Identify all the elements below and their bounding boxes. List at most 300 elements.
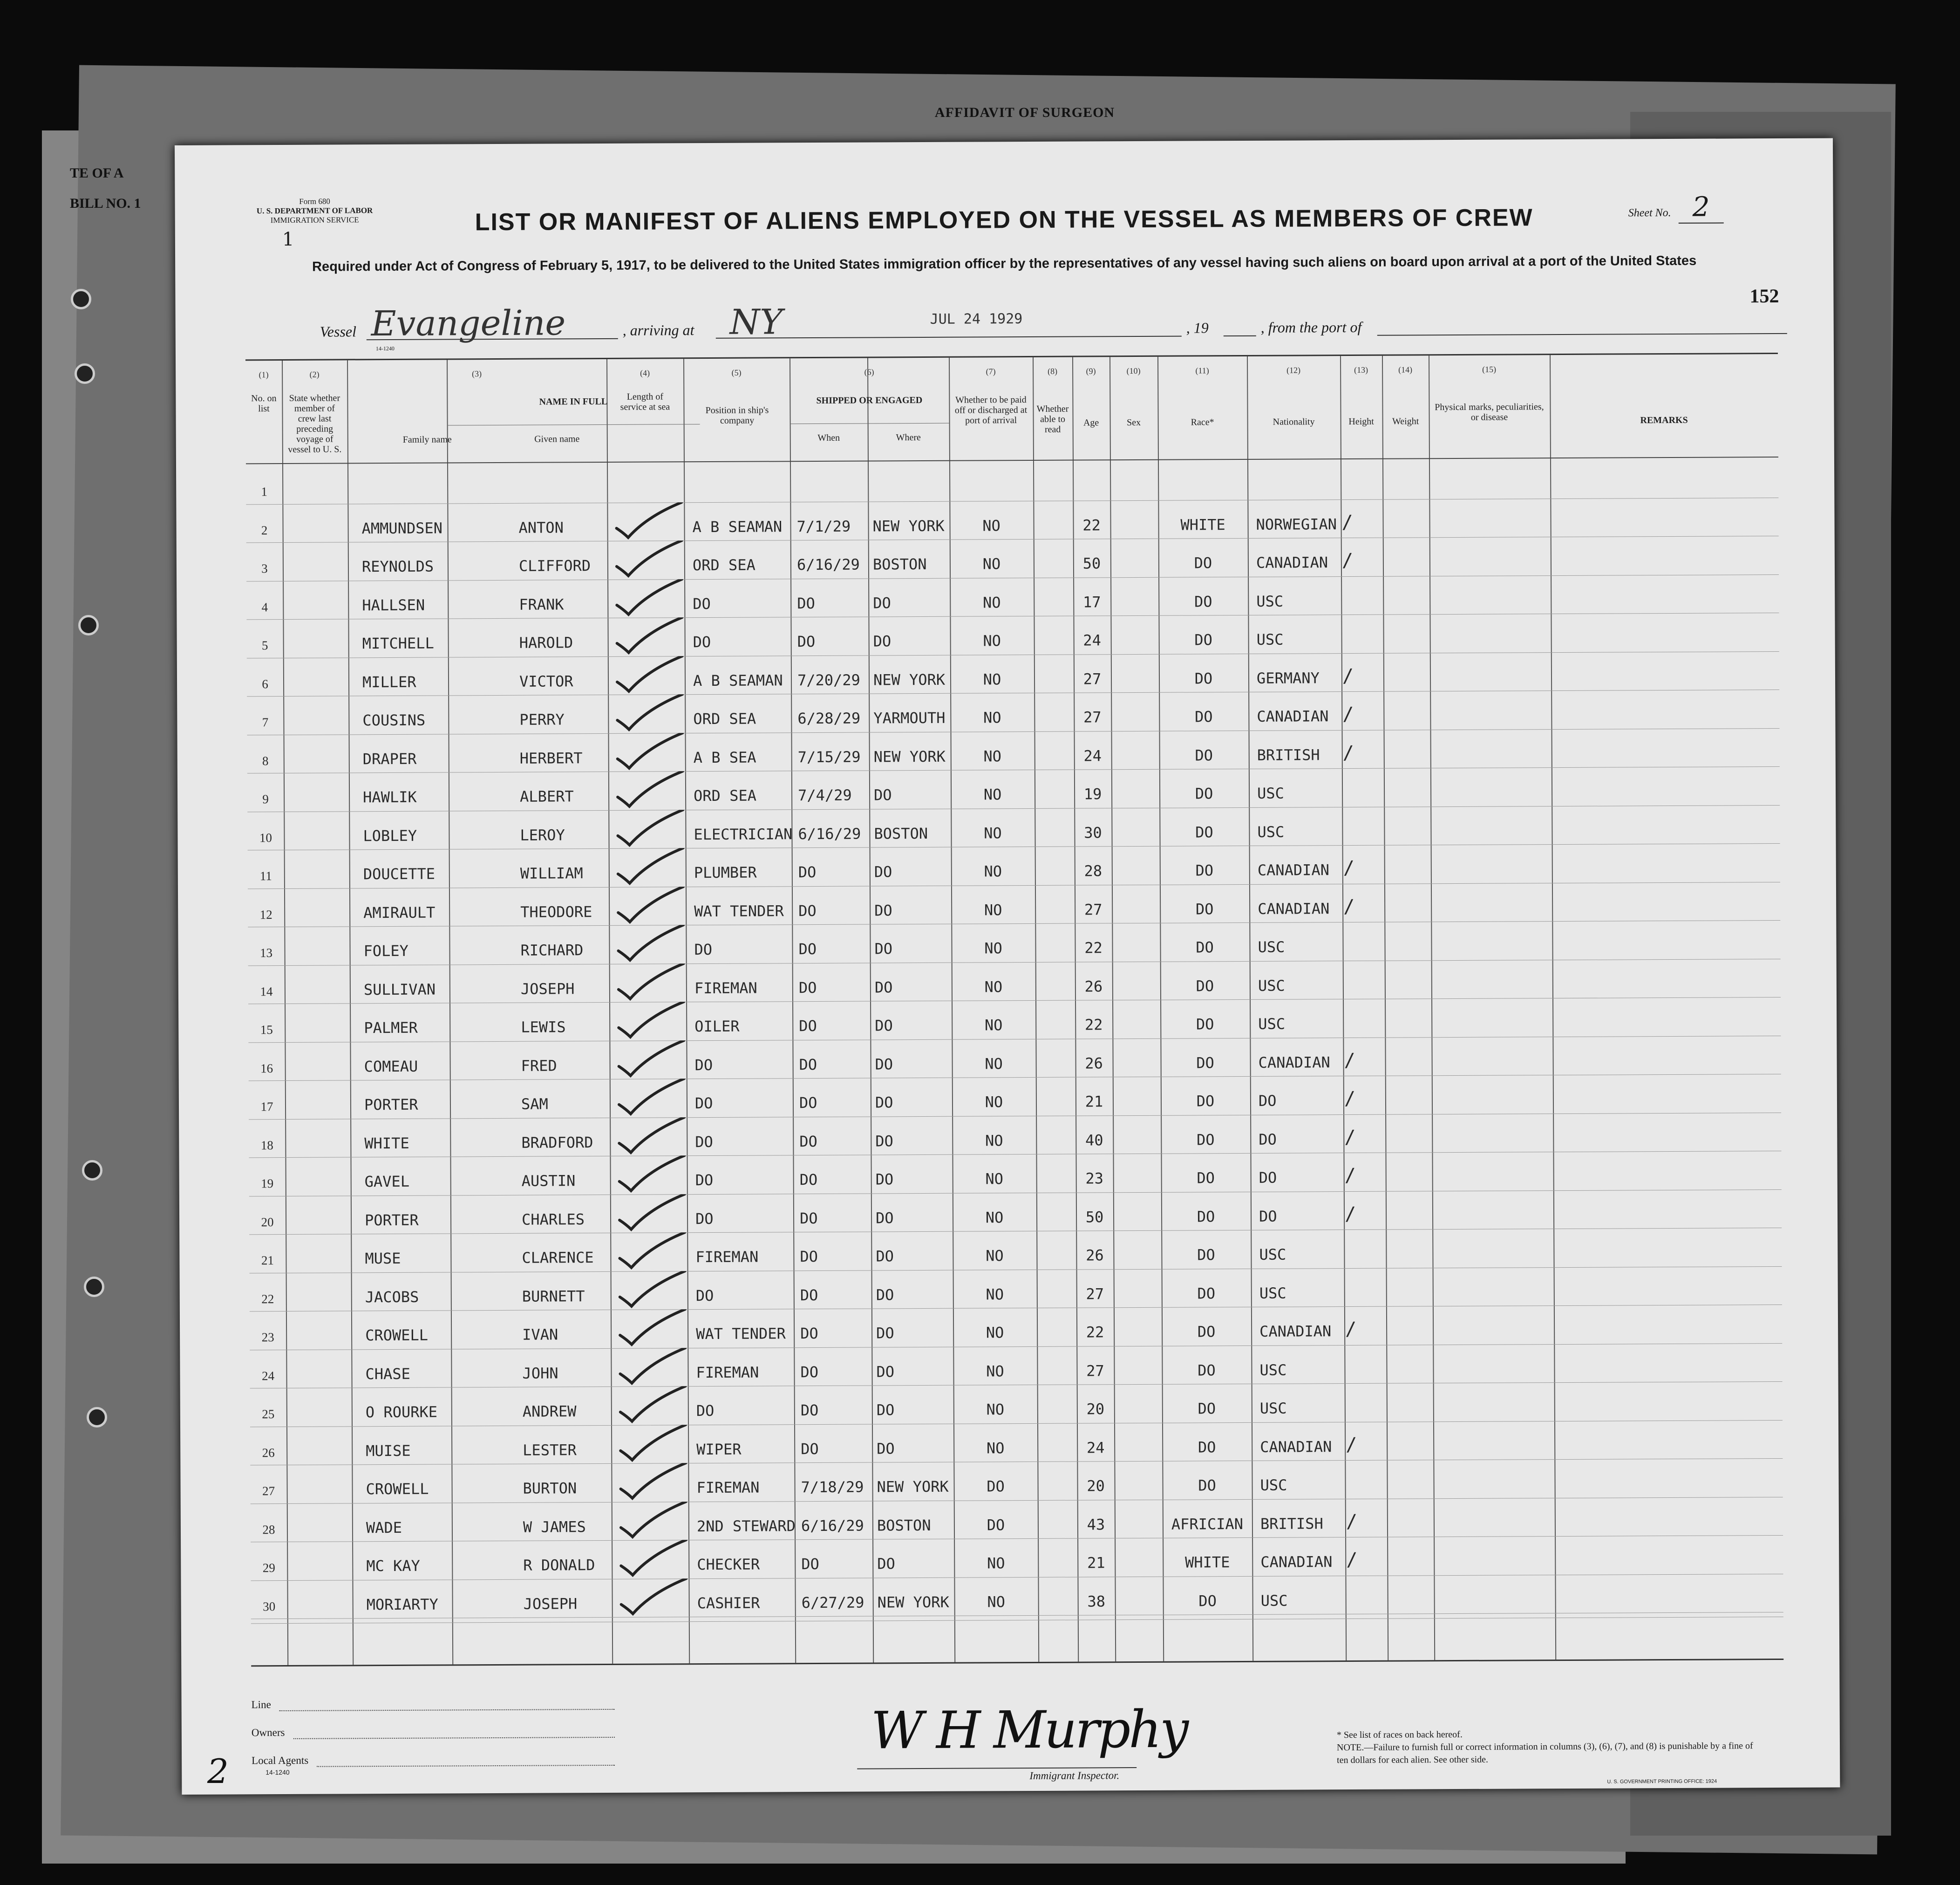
crew-table: [245, 353, 1783, 1666]
nationality-tick-icon: /: [1344, 1049, 1355, 1071]
nationality-tick-icon: /: [1341, 549, 1354, 572]
cell-family: PORTER: [364, 1211, 419, 1229]
agents-ref: 14-1240: [265, 1768, 290, 1776]
table-row: [250, 1304, 1782, 1349]
length-service-checkmark-icon: [618, 1271, 687, 1309]
nationality-tick-icon: /: [1346, 1510, 1358, 1532]
cell-family: COUSINS: [362, 711, 426, 730]
colnum: (4): [640, 368, 650, 378]
cell-race: DO: [1194, 631, 1213, 649]
cell-when: 7/4/29: [798, 786, 852, 805]
cell-when: DO: [800, 1401, 819, 1420]
table-row: [247, 690, 1779, 734]
date-stamp: JUL 24 1929: [930, 311, 1023, 328]
cell-when: DO: [801, 1555, 819, 1573]
cell-family: HALLSEN: [362, 596, 425, 614]
table-row: [250, 1420, 1783, 1464]
colnum: (11): [1195, 366, 1209, 376]
cell-where: BOSTON: [872, 555, 927, 574]
length-service-checkmark-icon: [617, 1232, 687, 1270]
length-service-checkmark-icon: [617, 1117, 687, 1155]
cell-given: LESTER: [523, 1441, 577, 1459]
cell-when: DO: [798, 863, 817, 881]
cell-paid: NO: [987, 1592, 1006, 1611]
cell-given: HAROLD: [519, 634, 573, 652]
table-row: [247, 651, 1779, 696]
header-name-in-full: NAME IN FULL: [539, 396, 608, 407]
cell-position: FIREMAN: [696, 1363, 759, 1381]
binder-hole: [82, 1160, 102, 1181]
year-label: , 19: [1186, 319, 1209, 336]
colnum: (12): [1286, 365, 1301, 375]
manifest-sheet: [175, 138, 1840, 1794]
cell-age: 17: [1082, 593, 1101, 611]
nationality-tick-icon: /: [1341, 511, 1353, 533]
table-row: [251, 1496, 1783, 1541]
cell-nationality: [1256, 494, 1341, 495]
cell-race: WHITE: [1180, 515, 1225, 534]
cell-age: 27: [1083, 708, 1102, 726]
cell-no: 12: [259, 907, 272, 922]
cell-nationality: USC: [1260, 1591, 1288, 1610]
cell-position: PLUMBER: [694, 863, 757, 882]
cell-given: R DONALD: [523, 1556, 595, 1574]
cell-paid: NO: [984, 862, 1002, 881]
cell-age: 50: [1082, 554, 1101, 573]
from-port-label: , from the port of: [1260, 318, 1362, 336]
page-subtitle: Required under Act of Congress of February 5, 1917, to be delivered to the United States immigration officer by the representatives of any vessel having such aliens on board upon arrival at a port of the United States: [312, 253, 1697, 274]
cell-where: DO: [875, 1170, 894, 1188]
cell-no: 19: [261, 1176, 274, 1191]
cell-given: BURNETT: [522, 1287, 585, 1305]
cell-no: 6: [262, 676, 268, 691]
binder-hole: [71, 289, 91, 309]
cell-given: IVAN: [522, 1325, 558, 1344]
cell-given: THEODORE: [520, 902, 592, 921]
cell-paid: NO: [986, 1362, 1004, 1380]
cell-family: MUISE: [366, 1441, 411, 1460]
cell-given: PERRY: [519, 710, 565, 729]
cell-family: MILLER: [362, 673, 416, 691]
cell-no: 10: [259, 830, 272, 845]
cell-given: VICTOR: [519, 672, 573, 690]
header-no-on-list: No. on list: [251, 393, 277, 414]
colnum: (9): [1086, 366, 1096, 376]
cell-when: 7/15/29: [797, 748, 861, 766]
cell-position: 2ND STEWARD: [696, 1516, 796, 1535]
cell-nationality: CANADIAN: [1256, 553, 1328, 572]
cell-nationality: USC: [1256, 630, 1284, 649]
cell-no: 7: [262, 715, 269, 730]
cell-age: 26: [1086, 1246, 1104, 1264]
nationality-tick-icon: /: [1343, 857, 1354, 879]
cell-when: DO: [799, 1170, 818, 1189]
cell-age: 19: [1083, 785, 1102, 803]
table-row: [250, 1458, 1783, 1503]
table-row: [248, 997, 1781, 1042]
length-service-checkmark-icon: [615, 656, 685, 694]
length-service-checkmark-icon: [614, 579, 684, 617]
colnum: (5): [731, 368, 742, 377]
cell-age: 26: [1085, 1054, 1103, 1072]
cell-family: MITCHELL: [362, 634, 434, 653]
cell-where: DO: [874, 786, 892, 804]
cell-no: 1: [261, 485, 268, 499]
page-number: 152: [1749, 285, 1779, 307]
cell-paid: NO: [984, 977, 1003, 996]
cell-age: 21: [1085, 1093, 1103, 1111]
cell-given: WILLIAM: [520, 864, 583, 882]
length-service-checkmark-icon: [614, 617, 684, 655]
cell-race: DO: [1197, 1284, 1216, 1302]
cell-when: 6/28/29: [797, 709, 861, 728]
cell-race: DO: [1196, 938, 1214, 956]
cell-race: DO: [1198, 1591, 1217, 1610]
cell-race: DO: [1197, 1169, 1215, 1187]
length-service-checkmark-icon: [619, 1540, 688, 1578]
cell-nationality: USC: [1259, 1361, 1287, 1379]
colnum: (1): [259, 370, 269, 380]
cell-where: NEW YORK: [873, 670, 946, 689]
header-nationality: Nationality: [1273, 417, 1315, 427]
nationality-tick-icon: /: [1343, 895, 1355, 917]
cell-position: DO: [696, 1401, 715, 1420]
cell-family: JACOBS: [365, 1288, 419, 1306]
nationality-tick-icon: /: [1345, 1318, 1357, 1340]
table-row: [248, 881, 1780, 926]
cell-race: DO: [1197, 1323, 1216, 1341]
cell-age: 27: [1086, 1284, 1104, 1303]
cell-where: DO: [874, 940, 893, 958]
table-row: [248, 958, 1781, 1003]
cell-family: PORTER: [364, 1095, 418, 1114]
cell-race: DO: [1195, 823, 1213, 841]
cell-race: AFRICIAN: [1171, 1515, 1244, 1533]
cell-given: SAM: [521, 1095, 548, 1113]
cell-no: 20: [261, 1215, 274, 1229]
cell-no: 28: [262, 1522, 275, 1537]
cell-given: LEWIS: [521, 1018, 566, 1036]
corner-mark: 2: [207, 1752, 229, 1791]
cell-race: DO: [1198, 1476, 1216, 1495]
cell-race: DO: [1198, 1400, 1216, 1418]
cell-nationality: CANADIAN: [1258, 899, 1330, 918]
cell-family: WADE: [366, 1518, 402, 1537]
cell-age: 22: [1084, 1016, 1103, 1034]
penalty-note: NOTE.—Failure to furnish full or correct information in columns (3), (6), (7), and (8) is punishable by a fine of ten dollars for each alien. See other side.: [1336, 1741, 1753, 1766]
cell-family: WHITE: [364, 1134, 409, 1152]
cell-family: DRAPER: [362, 750, 417, 768]
cell-where: NEW YORK: [872, 517, 945, 535]
cell-where: NEW YORK: [877, 1477, 949, 1496]
cell-where: DO: [875, 1209, 894, 1227]
length-service-checkmark-icon: [617, 1079, 687, 1116]
cell-no: 8: [262, 753, 269, 768]
table-row: [249, 1112, 1781, 1157]
cell-when: DO: [799, 1132, 817, 1150]
cell-when: DO: [801, 1440, 819, 1458]
cell-given: RICHARD: [520, 941, 584, 959]
length-service-checkmark-icon: [614, 502, 684, 540]
cell-no: 2: [261, 523, 268, 537]
header-shipped: SHIPPED OR ENGAGED: [816, 395, 923, 406]
inspector-signature: W H Murphy: [871, 1699, 1187, 1761]
cell-nationality: GERMANY: [1256, 669, 1320, 687]
header-able-read: Whether able to read: [1036, 403, 1069, 435]
cell-no: 4: [261, 600, 268, 614]
cell-given: LEROY: [520, 826, 565, 844]
cell-nationality: BRITISH: [1257, 745, 1320, 764]
cell-age: 20: [1087, 1477, 1105, 1495]
cell-when: DO: [800, 1247, 818, 1266]
header-race: Race*: [1191, 417, 1214, 428]
cell-family: AMMUNDSEN: [361, 519, 443, 537]
header-weight: Weight: [1392, 416, 1419, 427]
colnum: (7): [986, 367, 996, 376]
cell-paid: NO: [985, 1131, 1003, 1149]
cell-when: DO: [799, 1017, 817, 1035]
cell-race: DO: [1198, 1361, 1216, 1379]
cell-paid: NO: [982, 593, 1001, 611]
cell-race: DO: [1197, 1246, 1215, 1264]
cell-paid: NO: [985, 1170, 1004, 1188]
cell-race: DO: [1196, 1092, 1215, 1110]
cell-position: DO: [695, 1209, 714, 1228]
cell-paid: NO: [985, 1093, 1003, 1111]
binder-hole: [78, 615, 99, 635]
table-row: [248, 920, 1780, 965]
line-label: Line: [251, 1699, 271, 1711]
cell-age: 27: [1083, 669, 1102, 688]
cell-where: BOSTON: [874, 824, 928, 842]
cell-where: DO: [876, 1247, 894, 1265]
cell-when: 6/16/29: [798, 825, 861, 843]
cell-age: 38: [1087, 1592, 1106, 1610]
cell-nationality: CANADIAN: [1260, 1437, 1332, 1456]
cell-position: ELECTRICIAN: [694, 825, 793, 843]
length-service-checkmark-icon: [616, 848, 686, 886]
cell-no: 23: [261, 1330, 274, 1345]
length-service-checkmark-icon: [615, 810, 685, 847]
cell-nationality: USC: [1259, 1399, 1287, 1417]
cell-age: 43: [1087, 1515, 1105, 1533]
cell-given: JOHN: [522, 1364, 558, 1382]
cell-no: 16: [260, 1061, 273, 1075]
cell-paid: NO: [984, 901, 1002, 919]
cell-where: DO: [876, 1401, 895, 1419]
cell-given: FRED: [521, 1056, 557, 1075]
cell-no: 27: [262, 1484, 275, 1498]
length-service-checkmark-icon: [617, 1155, 687, 1193]
nationality-tick-icon: /: [1342, 742, 1354, 764]
cell-position: ORD SEA: [693, 710, 756, 728]
cell-when: DO: [799, 1094, 817, 1112]
table-row: [249, 1189, 1782, 1234]
inspector-label: Immigrant Inspector.: [1029, 1769, 1120, 1782]
cell-family: DOUCETTE: [363, 865, 436, 883]
length-service-checkmark-icon: [615, 733, 685, 771]
cell-where: DO: [877, 1555, 895, 1573]
table-row: [247, 766, 1780, 811]
nationality-tick-icon: /: [1344, 1203, 1356, 1225]
cell-family: GAVEL: [364, 1172, 410, 1191]
cell-paid: DO: [987, 1516, 1005, 1534]
cell-paid: NO: [984, 939, 1002, 957]
form-number: Form 680: [299, 197, 330, 206]
cell-nationality: CANADIAN: [1258, 1053, 1330, 1072]
colnum: (3): [472, 369, 482, 379]
cell-age: 24: [1086, 1438, 1105, 1456]
cell-race: DO: [1195, 785, 1213, 803]
cell-given: BRADFORD: [521, 1133, 593, 1152]
cell-age: 30: [1084, 823, 1102, 841]
sheet-value: 2: [1678, 191, 1723, 223]
footer-notes: [1337, 1727, 1756, 1767]
cell-where: DO: [875, 1017, 893, 1035]
cell-age: 23: [1085, 1169, 1104, 1188]
cell-age: 50: [1085, 1208, 1104, 1226]
agents-label: Local Agents: [252, 1754, 309, 1767]
cell-age: 27: [1084, 900, 1102, 918]
table-row: [246, 574, 1779, 619]
cell-nationality: DO: [1259, 1207, 1277, 1225]
cell-nationality: USC: [1258, 938, 1285, 956]
cell-position: DO: [693, 594, 711, 613]
cell-no: 14: [260, 984, 273, 998]
cell-when: DO: [799, 1055, 817, 1073]
cell-where: DO: [873, 594, 891, 612]
cell-race: DO: [1195, 746, 1213, 764]
cell-position: DO: [693, 633, 711, 651]
cell-paid: NO: [983, 709, 1001, 727]
cell-age: 40: [1085, 1131, 1103, 1149]
colnum: (15): [1482, 364, 1497, 374]
cell-paid: NO: [984, 824, 1002, 842]
table-row: [246, 497, 1778, 542]
cell-position: DO: [694, 940, 713, 959]
cell-family: COMEAU: [364, 1057, 418, 1075]
cell-paid: NO: [986, 1400, 1005, 1419]
table-row: [247, 728, 1780, 772]
cell-position: DO: [694, 1094, 713, 1113]
form-mark: 1: [282, 228, 294, 250]
cell-paid: NO: [982, 555, 1001, 573]
cell-position: CHECKER: [697, 1555, 760, 1574]
cell-no: 29: [262, 1561, 275, 1575]
cell-position: ORD SEA: [694, 786, 757, 805]
cell-when: DO: [799, 1209, 818, 1227]
cell-where: NEW YORK: [873, 747, 946, 765]
cell-where: BOSTON: [877, 1516, 931, 1534]
length-service-checkmark-icon: [618, 1348, 687, 1386]
form-service: IMMIGRATION SERVICE: [270, 215, 359, 225]
cell-where: YARMOUTH: [873, 709, 946, 727]
cell-when: DO: [800, 1363, 819, 1381]
cell-where: DO: [874, 901, 892, 919]
length-service-checkmark-icon: [614, 540, 684, 578]
table-row: [250, 1343, 1782, 1387]
cell-position: WAT TENDER: [694, 902, 784, 920]
cell-race: DO: [1196, 977, 1214, 995]
cell-no: 15: [260, 1023, 273, 1037]
table-row: [250, 1266, 1782, 1311]
cell-given: JOSEPH: [523, 1594, 578, 1613]
header-where: Where: [896, 432, 921, 443]
header-physical: Physical marks, peculiarities, or disease: [1435, 402, 1544, 423]
binder-hole: [75, 363, 95, 384]
cell-paid: NO: [986, 1285, 1004, 1303]
affidavit-header: AFFIDAVIT OF SURGEON: [934, 105, 1115, 120]
owners-label: Owners: [251, 1727, 285, 1739]
cell-when: 6/16/29: [801, 1516, 864, 1535]
table-row: [250, 1381, 1783, 1426]
cell-given: FRANK: [519, 595, 564, 614]
table-row: [249, 1151, 1781, 1195]
table-row: [248, 1035, 1781, 1080]
length-service-checkmark-icon: [619, 1578, 688, 1616]
table-row: [251, 1535, 1783, 1580]
cell-age: 21: [1087, 1554, 1105, 1572]
length-service-checkmark-icon: [619, 1502, 688, 1539]
cell-family: HAWLIK: [363, 788, 417, 806]
binder-hole: [84, 1277, 104, 1297]
cell-where: DO: [876, 1324, 894, 1342]
nationality-tick-icon: /: [1344, 1087, 1356, 1110]
nationality-tick-icon: /: [1342, 665, 1354, 687]
cell-family: CROWELL: [365, 1326, 429, 1345]
length-service-checkmark-icon: [615, 694, 685, 732]
cell-where: DO: [875, 1132, 893, 1150]
cell-paid: NO: [983, 747, 1002, 765]
cell-paid: NO: [986, 1439, 1005, 1457]
cell-family: CROWELL: [366, 1480, 429, 1498]
cell-no: 30: [263, 1599, 276, 1613]
table-row: [251, 1573, 1783, 1618]
table-row: [246, 536, 1779, 581]
cell-given: W JAMES: [523, 1517, 586, 1536]
vessel-name: Evangeline: [371, 303, 566, 344]
cell-paid: NO: [985, 1054, 1003, 1072]
cell-age: 24: [1083, 631, 1102, 649]
cell-where: NEW YORK: [877, 1593, 949, 1611]
cell-nationality: CANADIAN: [1259, 1322, 1332, 1340]
length-service-checkmark-icon: [617, 1194, 687, 1232]
cell-position: FIREMAN: [695, 1248, 759, 1266]
cell-nationality: CANADIAN: [1257, 707, 1329, 725]
cell-no: 5: [261, 638, 268, 653]
colnum: (14): [1398, 365, 1413, 375]
side-stub-line1: TE OF A: [70, 165, 124, 181]
cell-no: 3: [261, 561, 268, 576]
cell-race: DO: [1194, 669, 1213, 687]
cell-given: ANDREW: [522, 1402, 577, 1421]
cell-age: 28: [1084, 862, 1102, 880]
header-age: Age: [1083, 417, 1099, 428]
cell-nationality: BRITISH: [1260, 1514, 1323, 1533]
cell-age: 22: [1086, 1323, 1104, 1341]
nationality-tick-icon: /: [1346, 1434, 1357, 1455]
cell-position: CASHIER: [697, 1594, 760, 1612]
cell-race: DO: [1195, 708, 1213, 726]
cell-where: DO: [873, 632, 892, 650]
form-department: U. S. DEPARTMENT OF LABOR: [256, 206, 373, 216]
cell-race: WHITE: [1185, 1553, 1230, 1571]
cell-race: DO: [1196, 1015, 1214, 1033]
cell-family: SULLIVAN: [363, 980, 436, 998]
cell-where: DO: [876, 1285, 894, 1304]
cell-race: DO: [1196, 1053, 1214, 1072]
cell-family: MC KAY: [366, 1557, 420, 1575]
